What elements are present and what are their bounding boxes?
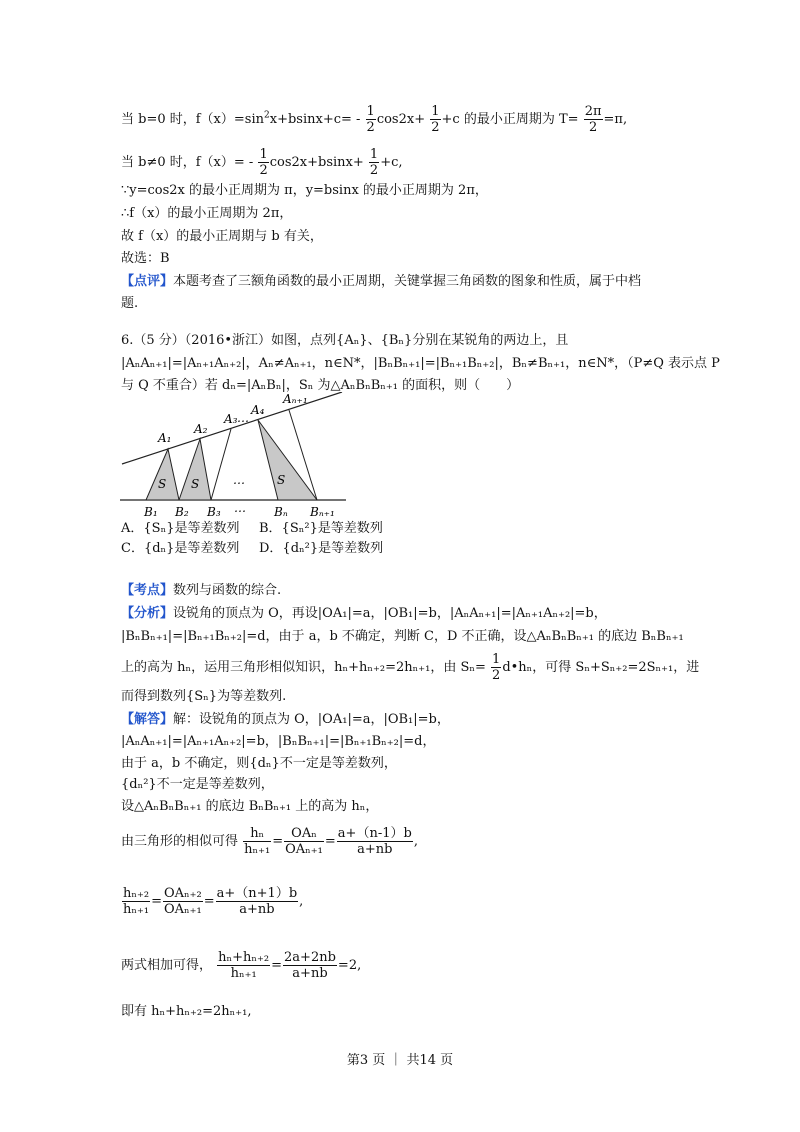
geometry-figure	[120, 392, 350, 520]
fraction	[216, 886, 299, 917]
text: 解：设锐角的顶点为 O，|OA₁|=a，|OB₁|=b，	[173, 712, 450, 727]
fraction	[163, 886, 203, 917]
label-an: A₄	[251, 403, 265, 417]
equals-sign: =	[271, 958, 283, 973]
fraction	[283, 950, 337, 981]
triangle-s1	[146, 449, 179, 500]
text-line: ∵y=cos2x 的最小正周期为 π，y=bsinx 的最小正周期为 2π，	[121, 183, 488, 198]
numerator: 1	[259, 147, 268, 162]
numerator: a+（n+1）b	[216, 886, 298, 901]
fraction	[430, 104, 440, 135]
option-a: A．{Sₙ}是等差数列	[121, 521, 240, 536]
denominator: a+nb	[292, 966, 328, 981]
text-line	[121, 104, 627, 135]
text-line: 而得到数列{Sₙ}为等差数列.	[121, 689, 287, 704]
question-line: |AₙAₙ₊₁|=|Aₙ₊₁Aₙ₊₂|，Aₙ≠Aₙ₊₁，n∈N*，|BₙBₙ₊₁|=|Bₙ₊₁Bₙ₊₂|，Bₙ≠Bₙ₊₁，n∈N*，（P≠Q 表示点 P	[121, 356, 720, 371]
denominator: 2	[259, 163, 268, 178]
denominator: OAₙ₊₁	[163, 902, 202, 917]
fraction	[258, 147, 268, 178]
option-row	[121, 520, 383, 538]
section-tag: 【考点】	[121, 583, 174, 598]
denominator: 2	[369, 163, 379, 178]
text-line	[121, 652, 699, 683]
denominator: 2	[431, 120, 440, 135]
text-line: 即有 hₙ+hₙ₊₂=2hₙ₊₁,	[121, 1004, 252, 1019]
numerator: 2a+2nb	[284, 950, 336, 965]
text: 当 b≠0 时，f（x）= -	[121, 155, 254, 170]
option-c: C．{dₙ}是等差数列	[121, 541, 240, 556]
text: 上的高为 hₙ，运用三角形相似知识，hₙ+hₙ₊₂=2hₙ₊₁，由 Sₙ=	[121, 660, 486, 675]
text: ,	[299, 894, 304, 909]
text: +c 的最小正周期为 T=	[441, 112, 579, 127]
numerator: hₙ	[243, 826, 271, 842]
numerator: 2π	[584, 104, 602, 119]
numerator: 1	[366, 104, 375, 119]
text-line: ∴f（x）的最小正周期为 2π，	[121, 206, 293, 221]
option-d: D．{dₙ²}是等差数列	[259, 541, 384, 556]
numerator: hₙ₊₂	[123, 886, 150, 901]
text-line: 故选：B	[121, 251, 170, 266]
denominator: OAₙ₊₁	[285, 842, 323, 857]
text-line	[121, 273, 641, 291]
dots-middle: …	[233, 473, 245, 487]
label-b3: B₃	[207, 505, 221, 519]
text: 设锐角的顶点为 O，再设|OA₁|=a，|OB₁|=b，|AₙAₙ₊₁|=|Aₙ₊₁Aₙ₊₂|=b，	[173, 606, 607, 621]
text-line	[121, 147, 403, 178]
equals-sign: =	[203, 894, 215, 909]
section-tag: 【点评】	[121, 274, 174, 289]
dots-bottom: …	[234, 501, 246, 515]
fraction	[369, 147, 379, 178]
text-line: |BₙBₙ₊₁|=|Bₙ₊₁Bₙ₊₂|=d，由于 a，b 不确定，判断 C，D 不正确，设△AₙBₙBₙ₊₁ 的底边 BₙBₙ₊₁	[121, 629, 684, 644]
text: x+bsinx+c= -	[269, 112, 361, 127]
numerator: a+（n-1）b	[337, 826, 412, 841]
label-b1: B₁	[144, 505, 158, 519]
text-line: {dₙ²}不一定是等差数列，	[121, 777, 274, 792]
s-label-2: S	[191, 477, 200, 491]
fraction	[243, 826, 271, 857]
option-b: B．{Sₙ²}是等差数列	[259, 521, 383, 536]
label-bn: Bₙ	[274, 505, 288, 519]
text-line	[121, 886, 303, 917]
text-line	[121, 582, 281, 600]
fraction	[366, 104, 376, 135]
label-b2: B₂	[175, 505, 189, 519]
equals-sign: =	[272, 834, 284, 849]
denominator: a+nb	[239, 902, 275, 917]
segment-a3b3	[211, 429, 231, 500]
text: cos2x+	[376, 112, 426, 127]
equals-sign: =	[151, 894, 162, 909]
fraction	[284, 826, 324, 857]
text: =2,	[337, 958, 362, 973]
question-line: 6.（5 分）（2016•浙江）如图，点列{Aₙ}、{Bₙ}分别在某锐角的两边上，且	[121, 333, 569, 348]
text: 两式相加可得，	[121, 958, 213, 973]
numerator: 1	[492, 652, 501, 667]
text-line: 题.	[121, 296, 139, 311]
text-line: |AₙAₙ₊₁|=|Aₙ₊₁Aₙ₊₂|=b，|BₙBₙ₊₁|=|Bₙ₊₁Bₙ₊₂|=d，	[121, 734, 436, 749]
text: ,	[413, 834, 418, 849]
label-an1: Aₙ₊₁	[283, 392, 308, 406]
upper-ray	[122, 392, 342, 464]
label-a1: A₁	[158, 431, 172, 445]
fraction	[122, 886, 150, 917]
superscript: 2	[264, 110, 270, 121]
numerator: 1	[431, 104, 440, 119]
text: =π,	[603, 112, 628, 127]
denominator: hₙ₊₁	[123, 902, 150, 917]
denominator: 2	[588, 120, 598, 135]
numerator: OAₙ	[284, 826, 324, 842]
text-line	[121, 605, 607, 623]
text: 本题考查了三额角函数的最小正周期，关键掌握三角函数的图象和性质，属于中档	[173, 274, 642, 289]
text: 当 b=0 时，f（x）=sin	[121, 112, 264, 127]
option-row	[121, 540, 383, 558]
text: d•hₙ，可得 Sₙ+Sₙ₊₂=2Sₙ₊₁，进	[502, 660, 700, 675]
fraction	[491, 652, 501, 683]
text-line: 故 f（x）的最小正周期与 b 有关，	[121, 229, 323, 244]
text-line	[121, 950, 361, 981]
denominator: 2	[492, 668, 501, 683]
numerator: 1	[369, 147, 379, 162]
equals-sign: =	[324, 834, 336, 849]
fraction	[337, 826, 413, 857]
text-line: 设△AₙBₙBₙ₊₁ 的底边 BₙBₙ₊₁ 上的高为 hₙ，	[121, 799, 379, 814]
text: +c,	[380, 155, 403, 170]
s-label-n: S	[277, 473, 286, 487]
page-footer: 第3 页 ｜ 共14 页	[346, 1053, 454, 1068]
question-line: 与 Q 不重合）若 dₙ=|AₙBₙ|，Sₙ 为△AₙBₙBₙ₊₁ 的面积，则（ ）	[121, 378, 520, 393]
fraction	[584, 104, 603, 135]
label-a3: A₃	[224, 412, 238, 426]
fraction	[217, 950, 270, 981]
denominator: hₙ₊₁	[244, 842, 271, 857]
text: 数列与函数的综合.	[173, 583, 282, 598]
text: cos2x+bsinx+	[269, 155, 364, 170]
label-a2: A₂	[194, 422, 208, 436]
label-bn1: Bₙ₊₁	[310, 505, 335, 519]
text-line	[121, 826, 418, 857]
denominator: a+nb	[357, 842, 393, 857]
dots-top: …	[237, 411, 249, 425]
s-label-1: S	[158, 477, 167, 491]
text-line: 由于 a，b 不确定，则{dₙ}不一定是等差数列，	[121, 756, 397, 771]
section-tag: 【解答】	[121, 712, 174, 727]
numerator: OAₙ₊₂	[163, 886, 202, 901]
section-tag: 【分析】	[121, 606, 174, 621]
triangle-sn	[258, 420, 317, 500]
denominator: hₙ₊₁	[230, 966, 257, 981]
denominator: 2	[366, 120, 375, 135]
text: 由三角形的相似可得	[121, 834, 239, 849]
text-line	[121, 711, 450, 729]
numerator: hₙ+hₙ₊₂	[218, 950, 270, 965]
